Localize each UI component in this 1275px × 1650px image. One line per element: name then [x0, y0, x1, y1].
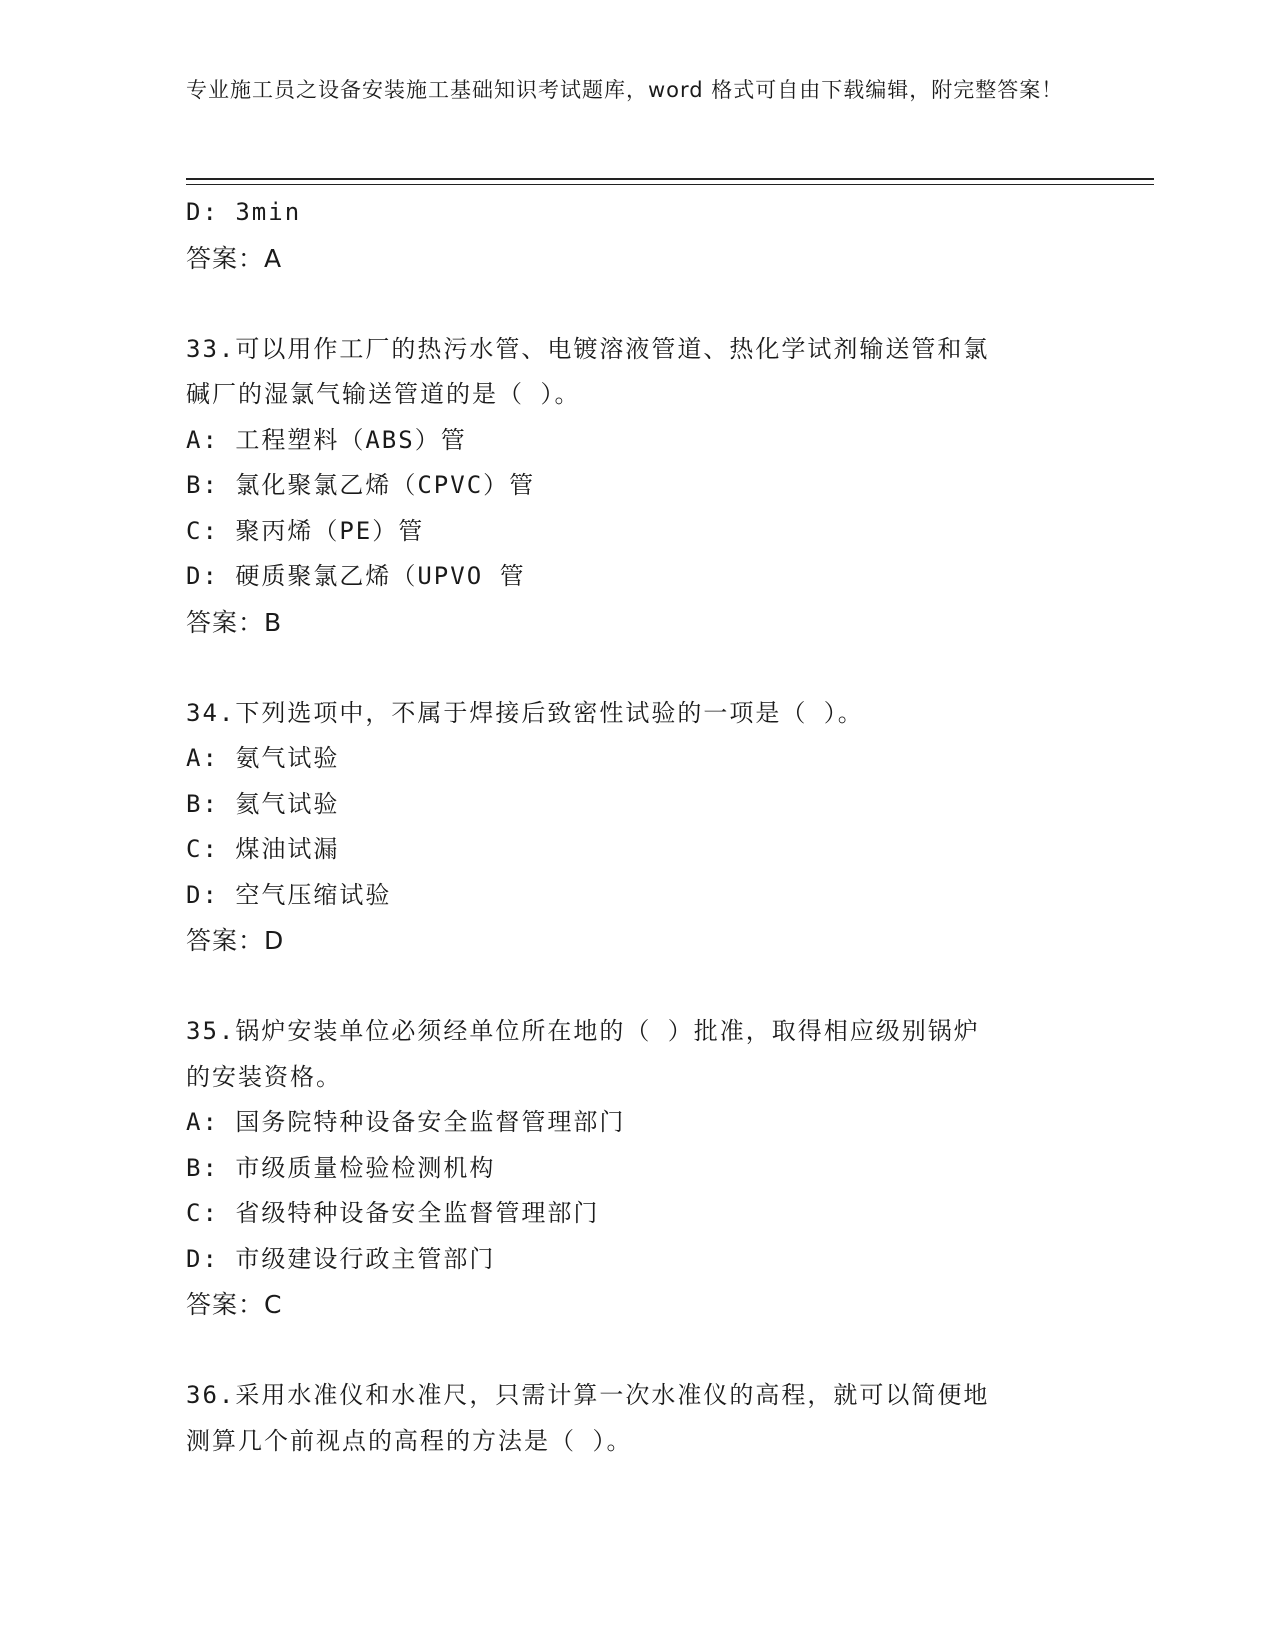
- option-b: B: 市级质量检验检测机构: [186, 1153, 496, 1182]
- option-b: B: 氯化聚氯乙烯（CPVC）管: [186, 471, 536, 499]
- question-list: [186, 190, 1086, 1464]
- question-stem: 33.可以用作工厂的热污水管、电镀溶液管道、热化学试剂输送管和氯: [186, 334, 990, 363]
- spacer: [186, 964, 1086, 1010]
- option-a: A: 氨气试验: [186, 744, 340, 772]
- answer-line: 答案：B: [186, 607, 283, 637]
- option-d: D: 3min: [186, 198, 302, 226]
- document-header: [186, 74, 1066, 106]
- header-text: 专业施工员之设备安装施工基础知识考试题库，word 格式可自由下载编辑，附完整答案！: [186, 78, 1064, 102]
- option-a: A: 国务院特种设备安全监督管理部门: [186, 1108, 626, 1136]
- question-stem: 35.锅炉安装单位必须经单位所在地的（ ）批准，取得相应级别锅炉: [186, 1017, 980, 1045]
- question-35: [186, 1009, 1086, 1328]
- question-33: [186, 327, 1086, 646]
- option-c: C: 聚丙烯（PE）管: [186, 516, 425, 545]
- question-stem-continued: 的安装资格。: [186, 1062, 342, 1091]
- option-d: D: 硬质聚氯乙烯（UPVO 管: [186, 562, 526, 590]
- question-stem: 34.下列选项中，不属于焊接后致密性试验的一项是（ ）。: [186, 698, 864, 727]
- question-stem-continued: 碱厂的湿氯气输送管道的是（ ）。: [186, 380, 581, 408]
- header-divider-thin: [186, 184, 1154, 185]
- header-divider-thick: [186, 178, 1154, 180]
- question-36: [186, 1373, 1086, 1464]
- question-stem-continued: 测算几个前视点的高程的方法是（ ）。: [186, 1426, 633, 1455]
- answer-line: 答案：A: [186, 243, 283, 273]
- option-b: B: 氦气试验: [186, 789, 340, 818]
- answer-line: 答案：D: [186, 926, 285, 955]
- spacer: [186, 645, 1086, 691]
- option-a: A: 工程塑料（ABS）管: [186, 425, 467, 454]
- option-c: C: 省级特种设备安全监督管理部门: [186, 1199, 600, 1227]
- question-34: [186, 691, 1086, 964]
- option-d: D: 空气压缩试验: [186, 880, 392, 909]
- option-c: C: 煤油试漏: [186, 835, 340, 863]
- answer-line: 答案：C: [186, 1290, 283, 1319]
- spacer: [186, 1328, 1086, 1374]
- option-d: D: 市级建设行政主管部门: [186, 1244, 496, 1273]
- question-stem: 36.采用水准仪和水准尺，只需计算一次水准仪的高程，就可以简便地: [186, 1381, 990, 1409]
- spacer: [186, 281, 1086, 327]
